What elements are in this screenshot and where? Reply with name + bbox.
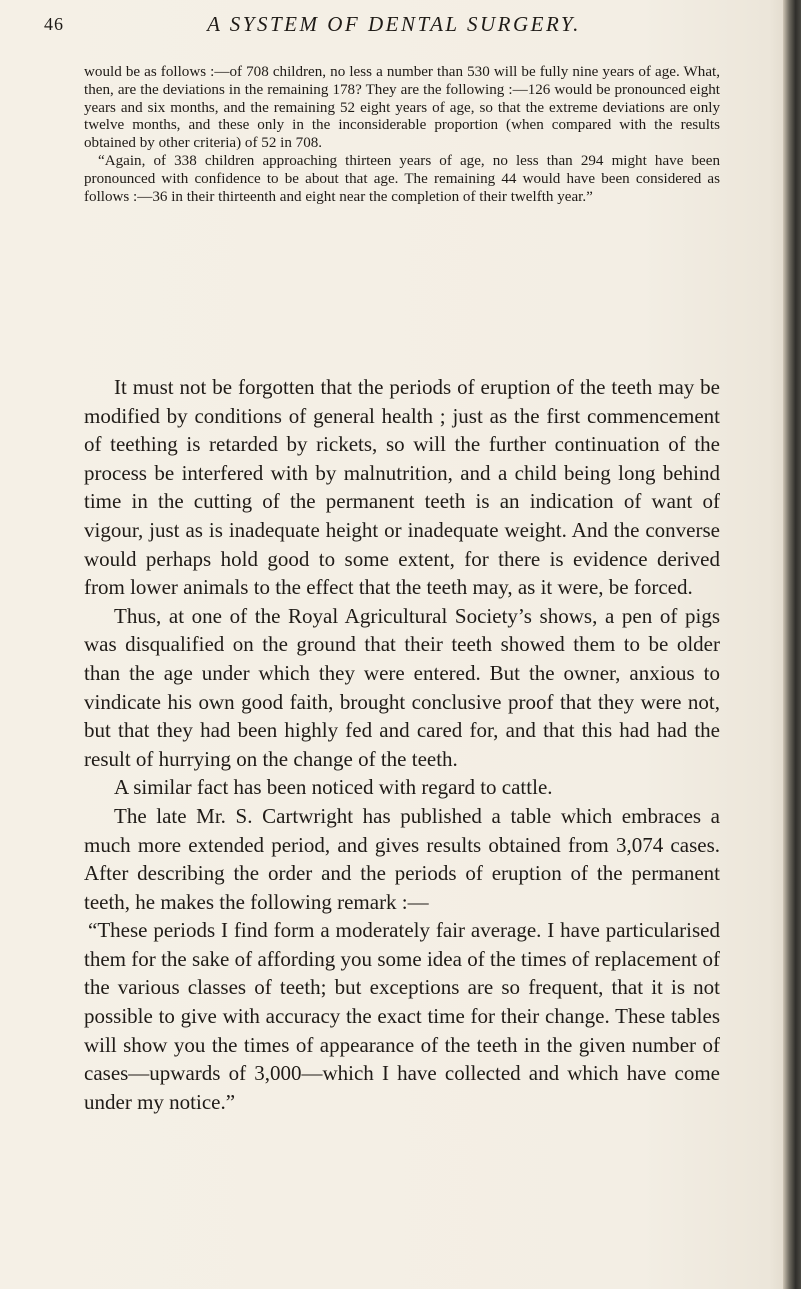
book-spine-shadow [783,0,801,1289]
quote-paragraph-2: “Again, of 338 children approaching thirteen years of age, no less than 294 might have been pronounced with confidence to be about that age. The remaining 44 would have been considered as follows :—36 in their thirteenth and eight near the completion of their twelfth year.” [84,152,720,205]
quoted-passage [84,64,720,206]
paragraph-cartwright-quote: “These periods I find form a moderately fair average. I have particularised them for the sake of affording you some idea of the times of replacement of the various classes of teeth; but exceptions are so frequent, that it is not possible to give with accuracy the exact time for their change. These tables will show you the times of appearance of the teeth in the given number of cases—upwards of 3,000—which I have collected and which have come under my notice.” [84,918,720,1114]
body-text [84,373,720,1116]
page-header [44,10,744,40]
paragraph-cattle: A similar fact has been noticed with regard to cattle. [114,775,553,800]
quote-paragraph-1: would be as follows :—of 708 children, no less a number than 530 will be fully nine years of age. What, then, are the deviations in the remaining 178? They are the following :—126 would be pronounced eight years and six months, and the remaining 52 eight years of age, so that the extreme deviations are only twelve months, and these only in the inconsiderable proportion (when compared with the results obtained by other criteria) of 52 in 708. [84,64,720,152]
page-number: 46 [44,14,64,34]
paragraph-cartwright: The late Mr. S. Cartwright has published a table which embraces a much more extended period, and gives results obtained from 3,074 cases. After describing the order and the periods of eruption of the permanent teeth, he makes the following remark :— [84,803,720,914]
paragraph-pigs: Thus, at one of the Royal Agricultural Society’s shows, a pen of pigs was disqualified on the ground that their teeth showed them to be older than the age under which they were entered. But the owner, anxious to vindicate his own good faith, brought conclusive proof that they were not, but that they had been highly fed and cared for, and that this had had the result of hurrying on the change of the teeth. [84,603,720,771]
paragraph-eruption-health: It must not be forgotten that the periods of eruption of the teeth may be modified by conditions of general health ; just as the first commencement of teething is retarded by rickets, so will the further continuation of the process be interfered with by malnutrition, and a child being long behind time in the cutting of the permanent teeth is an indication of want of vigour, just as is inadequate height or inadequate weight. And the converse would perhaps hold good to some extent, for there is evidence derived from lower animals to the effect that the teeth may, as it were, be forced. [84,375,720,600]
running-title: A SYSTEM OF DENTAL SURGERY. [207,12,581,36]
